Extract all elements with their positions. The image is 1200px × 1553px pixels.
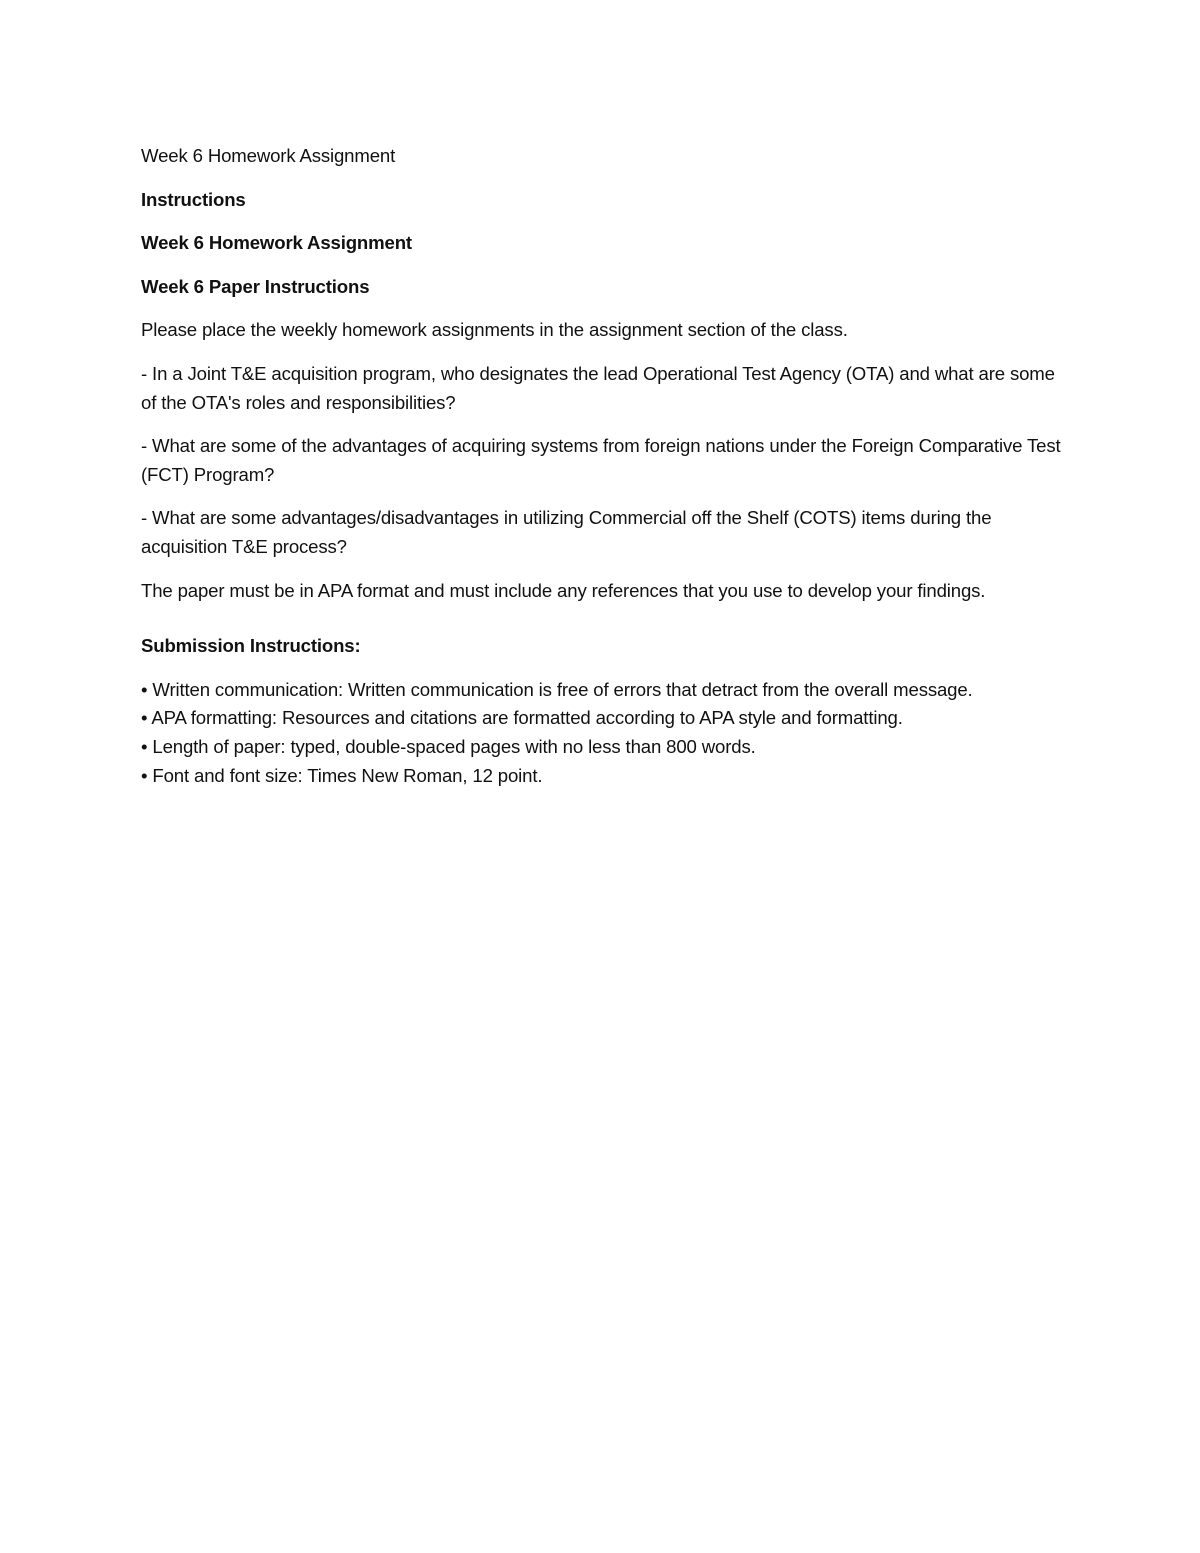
document-body [141, 142, 1071, 790]
bullet-icon: • [141, 678, 148, 700]
intro-paragraph: Please place the weekly homework assignments in the assignment section of the class. [141, 319, 848, 341]
bullet-icon: • [141, 707, 148, 729]
heading-homework-assignment: Week 6 Homework Assignment [141, 232, 412, 254]
question-cots: - What are some advantages/disadvantages in utilizing Commercial off the Shelf (COTS) items during the acquisition T&E process? [141, 507, 992, 557]
submission-list [141, 676, 1071, 790]
bullet-icon: • [141, 764, 148, 786]
bullet-icon: • [141, 735, 148, 757]
format-note: The paper must be in APA format and must include any references that you use to develop your findings. [141, 579, 986, 601]
document-title: Week 6 Homework Assignment [141, 145, 396, 166]
question-fct: - What are some of the advantages of acquiring systems from foreign nations under the Foreign Comparative Test (FCT) Program? [141, 435, 1061, 485]
submission-item-written-communication: Written communication: Written communication is free of errors that detract from the overall message. [152, 678, 973, 700]
heading-paper-instructions: Week 6 Paper Instructions [141, 275, 370, 297]
list-item [141, 733, 1071, 762]
question-ota: - In a Joint T&E acquisition program, who designates the lead Operational Test Agency (OTA) and what are some of the OTA's roles and responsibilities? [141, 362, 1055, 413]
submission-heading: Submission Instructions: [141, 635, 361, 657]
submission-item-font: Font and font size: Times New Roman, 12 point. [152, 764, 543, 786]
submission-item-apa-formatting: APA formatting: Resources and citations are formatted according to APA style and formatting. [151, 707, 903, 729]
list-item [141, 676, 1071, 705]
list-item [141, 762, 1071, 791]
submission-item-length: Length of paper: typed, double-spaced pages with no less than 800 words. [152, 735, 756, 757]
list-item [141, 704, 1071, 733]
heading-instructions: Instructions [141, 188, 246, 210]
